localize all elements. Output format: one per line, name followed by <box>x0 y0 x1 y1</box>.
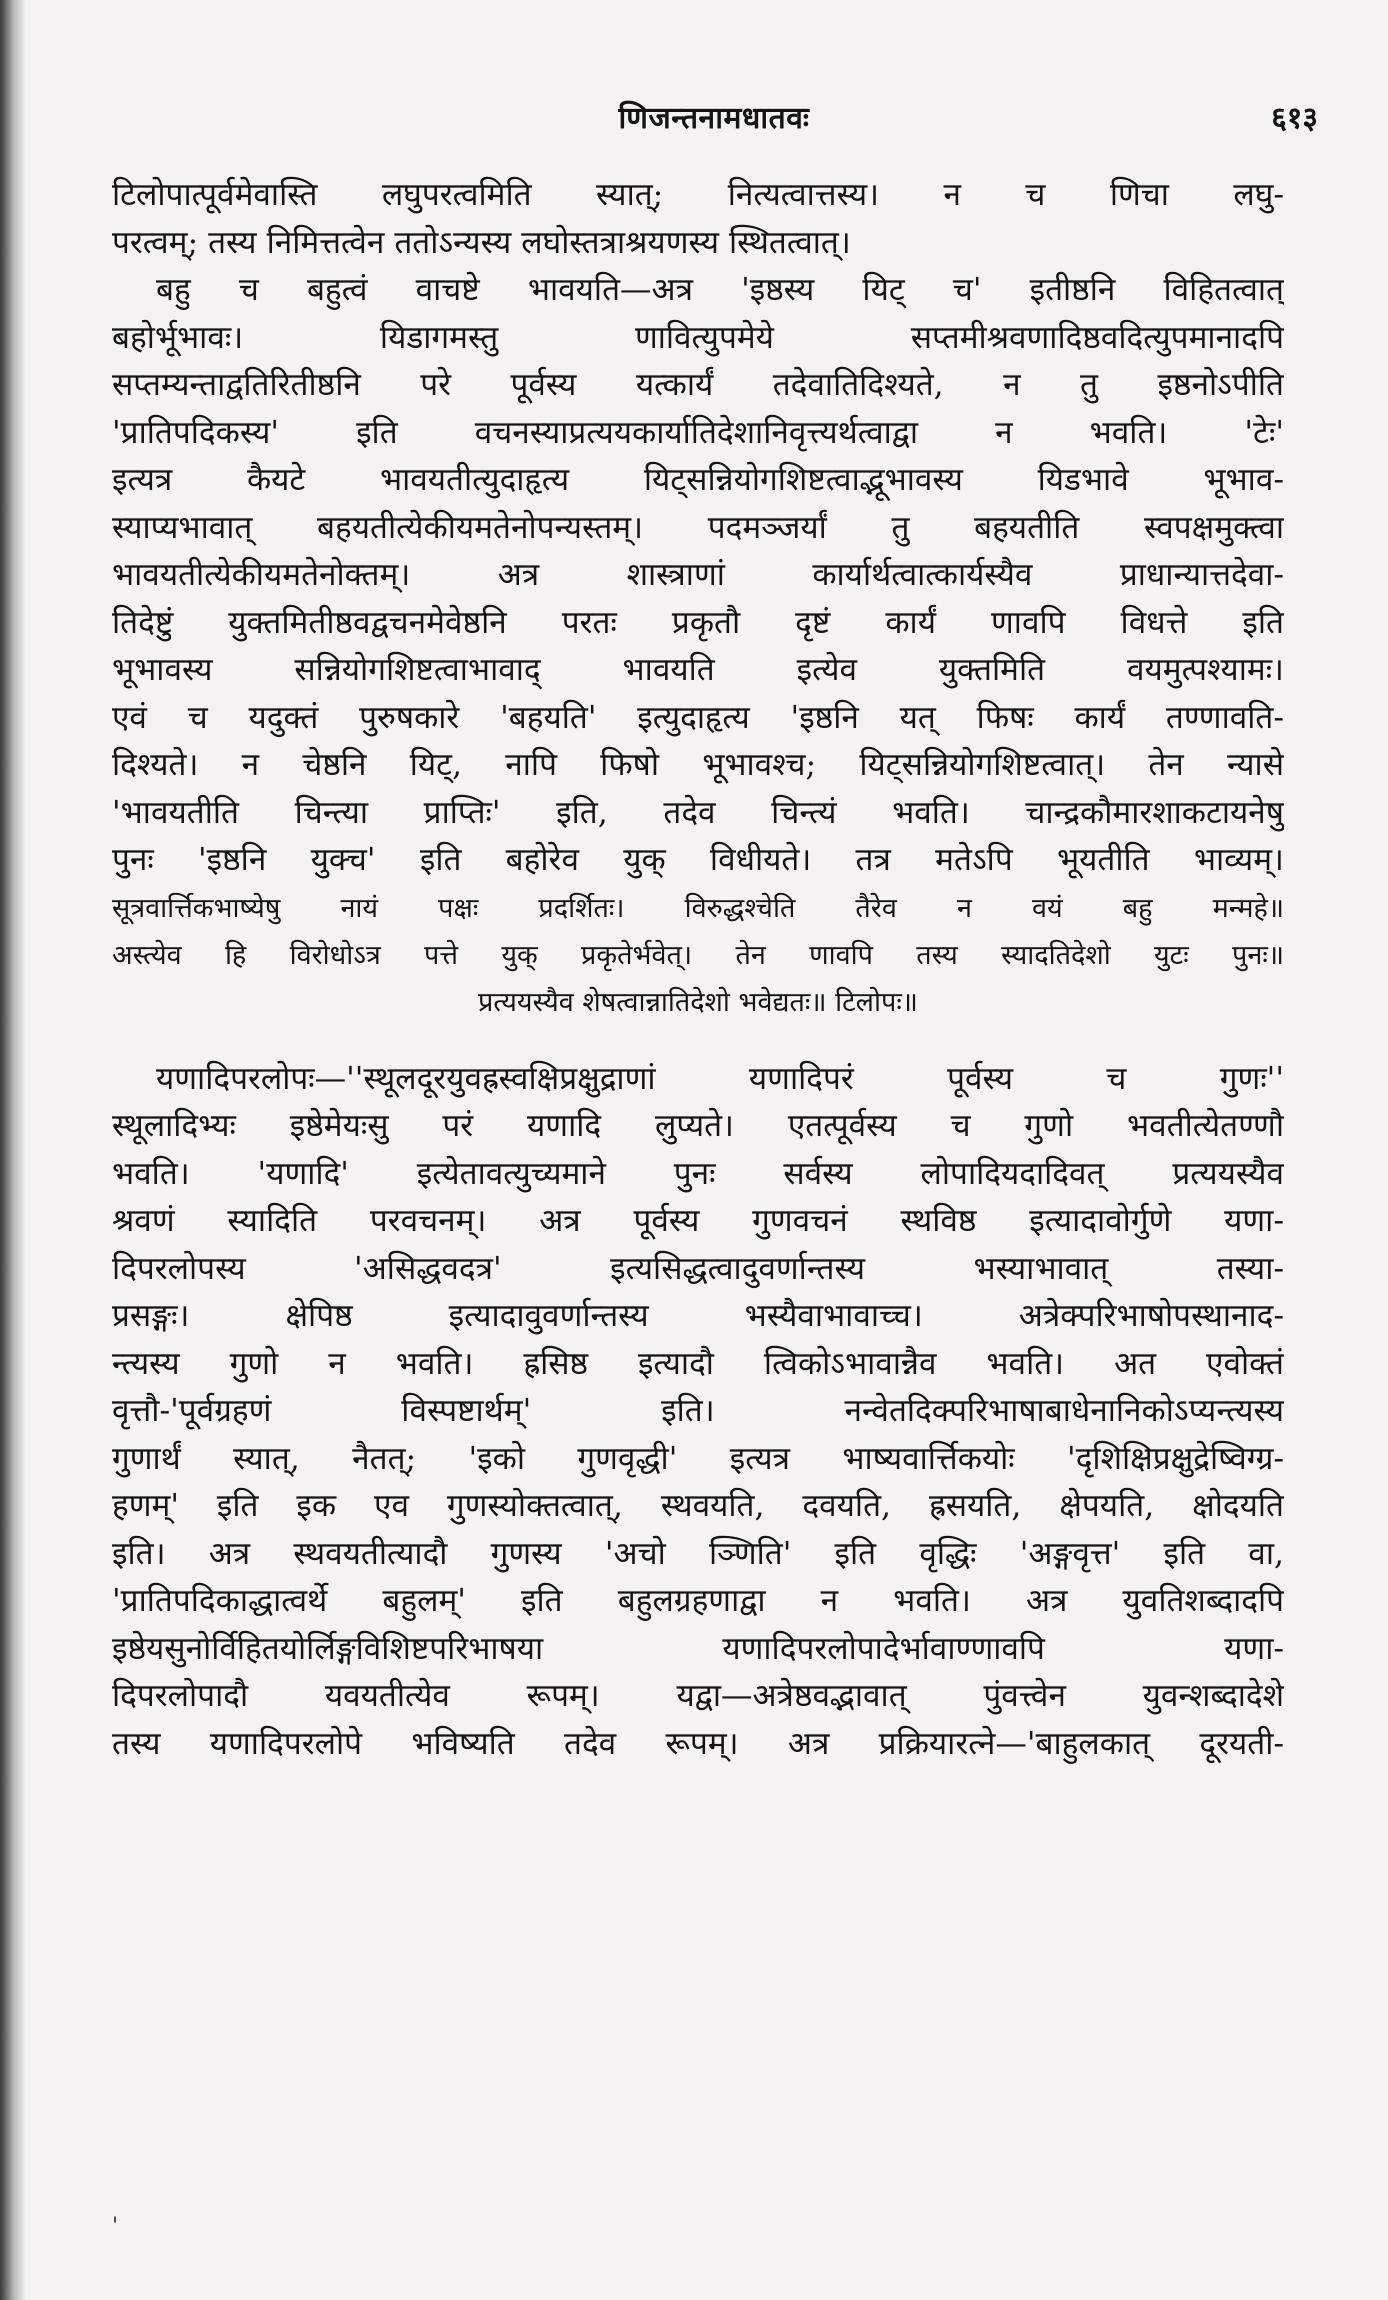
text-line: दिपरलोपस्य 'असिद्धवदत्र' इत्यसिद्धत्वादुवर्णान्तस्य भस्याभावात् तस्या- <box>112 1250 1284 1287</box>
page-binding-edge <box>0 0 26 2300</box>
text-line: भूभावस्य सन्नियोगशिष्टत्वाभावाद् भावयति इत्येव युक्तमिति वयमुत्पश्यामः। <box>112 652 1284 688</box>
text-line: वृत्तौ-'पूर्वग्रहणं विस्पष्टार्थम्' इति। नन्वेतदिक्परिभाषाबाधेनानिकोऽप्यन्त्यस्य <box>112 1393 1284 1429</box>
text-line: दिश्यते। न चेष्ठनि यिट्, नापि फिषो भूभावश्च; यिट्सन्नियोगशिष्टत्वात्। तेन न्यासे <box>112 747 1284 783</box>
page-header <box>110 96 1318 146</box>
text-line: बहोर्भूभावः। यिडागमस्तु णावित्युपमेये सप्तमीश्रवणादिष्ठवदित्युपमानादपि <box>112 319 1284 356</box>
text-line: श्रवणं स्यादिति परवचनम्। अत्र पूर्वस्य गुणवचनं स्थविष्ठ इत्यादावोर्गुणे यणा- <box>112 1203 1284 1239</box>
text-line: सप्तम्यन्ताद्वतिरितीष्ठनि परे पूर्वस्य यत्कार्यं तदेवातिदिश्यते, न तु इष्ठनोऽपीति <box>112 367 1284 403</box>
verse-line: प्रत्ययस्यैव शेषत्वान्नातिदेशो भवेद्यतः॥ टिलोपः॥ <box>478 986 918 1018</box>
text-line: हणम्' इति इक एव गुणस्योक्तत्वात्, स्थवयति, दवयति, ह्रसयति, क्षेपयति, क्षोदयति <box>112 1488 1284 1524</box>
verse-block <box>112 885 1284 1026</box>
text-line: पुनः 'इष्ठनि युक्च' इति बहोरेव युक् विधीयते। तत्र मतेऽपि भूयतीति भाव्यम्। <box>112 842 1284 878</box>
text-line: भावयतीत्येकीयमतेनोक्तम्। अत्र शास्त्राणां कार्यार्थत्वात्कार्यस्यैव प्राधान्यात्तदेवा- <box>112 557 1284 593</box>
body-text <box>112 172 1284 1768</box>
page-number: ६१३ <box>1271 101 1318 136</box>
text-line: स्याप्यभावात् बहयतीत्येकीयमतेनोपन्यस्तम्। पदमञ्जर्यां तु बहयतीति स्वपक्षमुक्त्वा <box>112 509 1284 546</box>
verse-line: अस्त्येव हि विरोधोऽत्र पत्ते युक् प्रकृतेर्भवेत्। तेन णावपि तस्य स्यादतिदेशो युटः पुनः॥ <box>112 939 1284 971</box>
text-line: भवति। 'यणादि' इत्येतावत्युच्यमाने पुनः सर्वस्य लोपादियदादिवत् प्रत्ययस्यैव <box>112 1155 1284 1192</box>
text-line: परत्वम्; तस्य निमित्तत्वेन ततोऽन्यस्य लघोस्तत्राश्रयणस्य स्थितत्वात्। <box>112 224 851 261</box>
footer-mark: ' <box>112 2214 119 2239</box>
text-line: 'प्रातिपदिकाद्धात्वर्थे बहुलम्' इति बहुलग्रहणाद्वा न भवति। अत्र युवतिशब्दादपि <box>112 1583 1284 1619</box>
running-head: णिजन्तनामधातवः <box>618 101 810 136</box>
text-line: 'प्रातिपदिकस्य' इति वचनस्याप्रत्ययकार्यातिदेशानिवृत्त्यर्थत्वाद्वा न भवति। 'टेः' <box>112 414 1284 451</box>
text-line: स्थूलादिभ्यः इष्ठेमेयःसु परं यणादि लुप्यते। एतत्पूर्वस्य च गुणो भवतीत्येतण्णौ <box>112 1108 1284 1144</box>
section-gap <box>112 1026 1284 1056</box>
text-line: गुणार्थं स्यात्, नैतत्; 'इको गुणवृद्धी' इत्यत्र भाष्यवार्त्तिकयोः 'दृशिक्षिप्रक्षुद्रेष्विग्ग्र- <box>112 1440 1284 1477</box>
text-line: दिपरलोपादौ यवयतीत्येव रूपम्। यद्वा—अत्रेष्ठवद्भावात् पुंवत्त्वेन युवन्शब्दादेशे <box>112 1678 1284 1714</box>
text-line: बहु च बहुत्वं वाचष्टे भावयति—अत्र 'इष्ठस्य यिट् च' इतीष्ठनि विहितत्वात् <box>156 272 1284 308</box>
text-line: टिलोपात्पूर्वमेवास्ति लघुपरत्वमिति स्यात्; नित्यत्वात्तस्य। न च णिचा लघु- <box>112 177 1284 213</box>
paragraph-1 <box>112 172 1284 267</box>
text-line: 'भावयतीति चिन्त्या प्राप्तिः' इति, तदेव चिन्त्यं भवति। चान्द्रकौमारशाकटायनेषु <box>112 794 1284 831</box>
text-line: इति। अत्र स्थवयतीत्यादौ गुणस्य 'अचो ञ्णिति' इति वृद्धिः 'अङ्गवृत्त' इति वा, <box>112 1535 1284 1572</box>
paragraph-2 <box>112 267 1284 885</box>
text-line: तिदेष्टुं युक्तमितीष्ठवद्वचनमेवेष्ठनि परतः प्रकृतौ दृष्टं कार्यं णावपि विधत्ते इति <box>112 604 1284 641</box>
text-line: तस्य यणादिपरलोपे भविष्यति तदेव रूपम्। अत्र प्रक्रियारत्ने—'बाहुलकात् दूरयती- <box>112 1725 1284 1762</box>
text-line: यणादिपरलोपः—''स्थूलदूरयुवह्रस्वक्षिप्रक्षुद्राणां यणादिपरं पूर्वस्य च गुणः'' <box>156 1060 1284 1097</box>
text-line: न्त्यस्य गुणो न भवति। ह्रसिष्ठ इत्यादौ त्विकोऽभावान्नैव भवति। अत एवोक्तं <box>112 1345 1284 1382</box>
verse-line: सूत्रवार्त्तिकभाष्येषु नायं पक्षः प्रदर्शितः। विरुद्धश्चेति तैरेव न वयं बहु मन्महे॥ <box>112 892 1284 924</box>
text-line: इत्यत्र कैयटे भावयतीत्युदाहृत्य यिट्सन्नियोगशिष्टत्वाद्भूभावस्य यिडभावे भूभाव- <box>112 462 1284 498</box>
text-line: इष्ठेयसुनोर्विहितयोर्लिङ्गविशिष्टपरिभाषया यणादिपरलोपादेर्भावाण्णावपि यणा- <box>112 1630 1284 1667</box>
text-line: एवं च यदुक्तं पुरुषकारे 'बहयति' इत्युदाहृत्य 'इष्ठनि यत् फिषः कार्यं तण्णावति- <box>112 699 1284 736</box>
text-line: प्रसङ्गः। क्षेपिष्ठ इत्यादावुवर्णान्तस्य भस्यैवाभावाच्च। अत्रेक्परिभाषोपस्थानाद- <box>112 1298 1284 1334</box>
paragraph-3 <box>112 1056 1284 1769</box>
